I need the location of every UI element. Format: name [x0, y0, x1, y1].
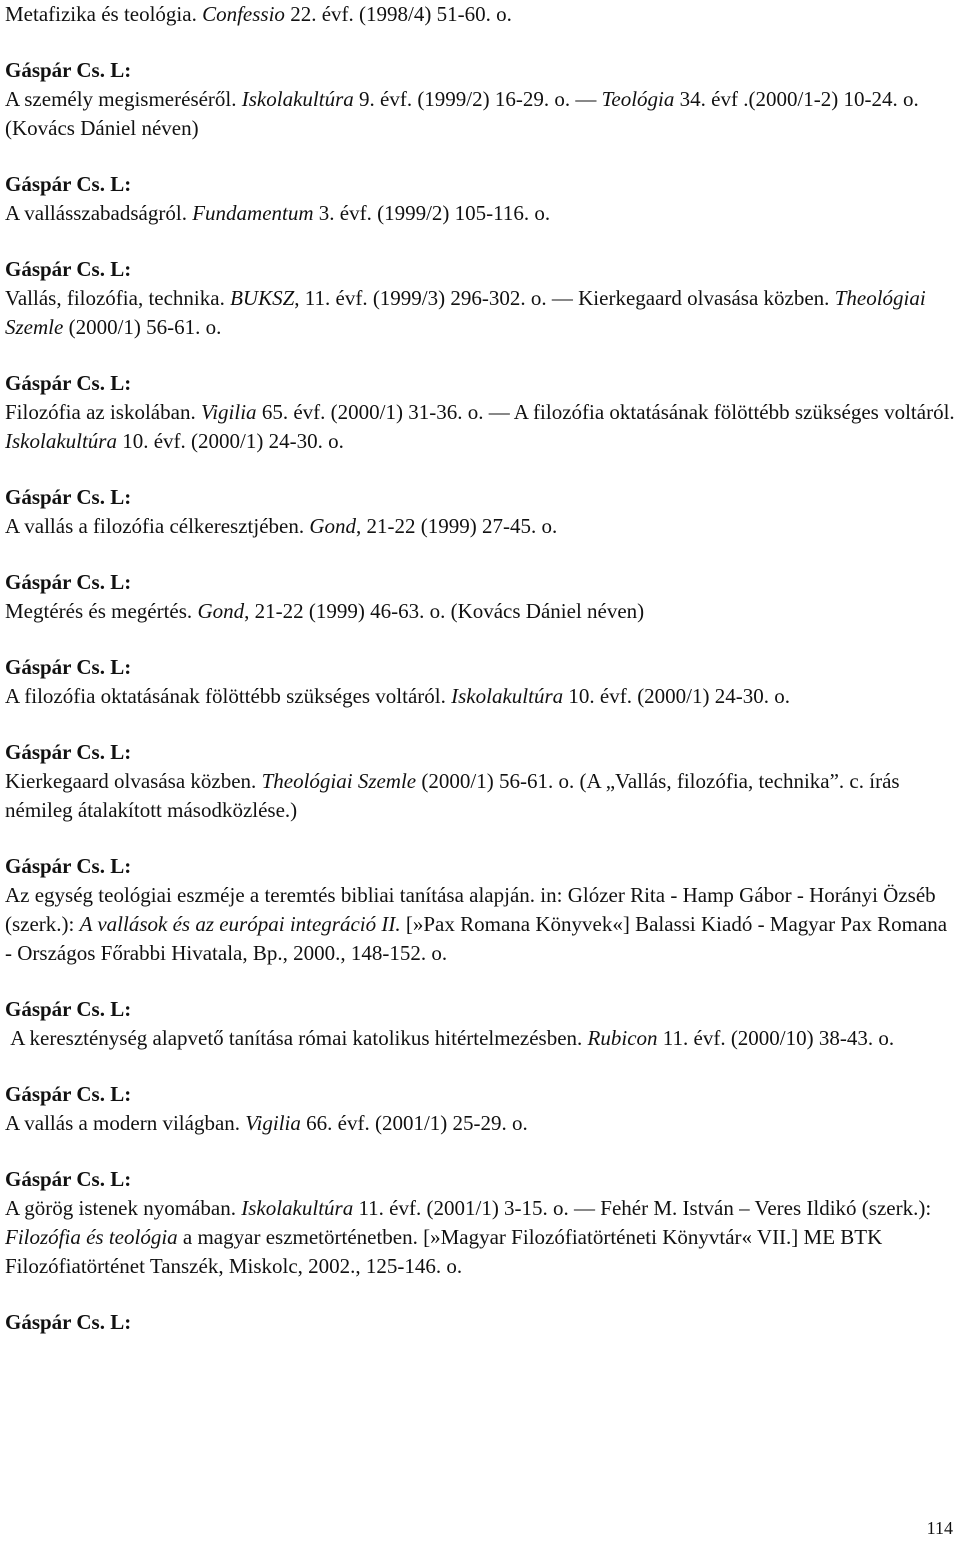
- bibliography-entry: [5, 568, 955, 626]
- document-page: [5, 0, 960, 1337]
- citation-text: 9. évf. (1999/2) 16-29. o. —: [353, 87, 602, 111]
- citation-text: 65. évf. (2000/1) 31-36. o. — A filozófia oktatásának fölöttébb szükséges voltáról.: [256, 400, 960, 424]
- citation-text: Az egység teológiai eszméje a teremtés bibliai tanítása alapján. in: Glózer Rita - Hamp Gábor - Horányi Özséb (szerk.):: [5, 883, 941, 936]
- entry-citation: [5, 512, 955, 541]
- bibliography-entry: [5, 1080, 955, 1138]
- italic-title: Fundamentum: [192, 201, 314, 225]
- citation-text: , 21-22 (1999) 27-45. o.: [356, 514, 558, 538]
- citation-text: 22. évf. (1998/4) 51-60. o.: [284, 2, 512, 26]
- entry-citation: [5, 85, 955, 143]
- citation-text: 11. évf. (2000/10) 38-43. o.: [657, 1026, 895, 1050]
- bibliography-entry: [5, 995, 955, 1053]
- italic-title: Rubicon: [587, 1026, 658, 1050]
- entry-citation: [5, 1109, 955, 1138]
- italic-title: A vallások és az európai integráció II.: [79, 912, 401, 936]
- citation-text: Kierkegaard olvasása közben.: [5, 769, 262, 793]
- citation-text: , 21-22 (1999) 46-63. o. (Kovács Dániel néven): [244, 599, 645, 623]
- bibliography-entry: [5, 170, 955, 228]
- bibliography-entry: [5, 56, 955, 143]
- italic-title: Gond: [309, 514, 357, 538]
- citation-text: 10. évf. (2000/1) 24-30. o.: [563, 684, 791, 708]
- entry-author: Gáspár Cs. L:: [5, 172, 132, 196]
- entry-author: Gáspár Cs. L:: [5, 371, 132, 395]
- citation-text: 10. évf. (2000/1) 24-30. o.: [116, 429, 344, 453]
- entry-author: Gáspár Cs. L:: [5, 1082, 132, 1106]
- citation-text: Megtérés és megértés.: [5, 599, 198, 623]
- italic-title: Filozófia és teológia: [5, 1225, 178, 1249]
- bibliography-entry: [5, 852, 955, 968]
- citation-text: 34. évf .(2000/1-2) 10-24. o. (Kovács Dániel néven): [5, 87, 925, 140]
- bibliography-entry: [5, 738, 955, 825]
- entry-citation: [5, 1194, 955, 1281]
- bibliography-entry: [5, 483, 955, 541]
- citation-text: A görög istenek nyomában.: [5, 1196, 242, 1220]
- entry-citation: [5, 597, 955, 626]
- italic-title: Vigilia: [245, 1111, 301, 1135]
- entry-author: Gáspár Cs. L:: [5, 854, 132, 878]
- entry-author: Gáspár Cs. L:: [5, 570, 132, 594]
- entry-author: Gáspár Cs. L:: [5, 257, 132, 281]
- citation-text: , 11. évf. (1999/3) 296-302. o. — Kierkegaard olvasása közben.: [294, 286, 835, 310]
- citation-text: Metafizika és teológia.: [5, 2, 203, 26]
- citation-text: A személy megismeréséről.: [5, 87, 242, 111]
- citation-text: Filozófia az iskolában.: [5, 400, 201, 424]
- citation-text: A kereszténység alapvető tanítása római katolikus hitértelmezésben.: [5, 1026, 588, 1050]
- bibliography-entry: [5, 653, 955, 711]
- citation-text: (2000/1) 56-61. o.: [63, 315, 222, 339]
- citation-text: (2000/1) 56-61. o. (A „Vallás, filozófia, technika”. c. írás némileg átalakított másodközlése.): [5, 769, 905, 822]
- entry-citation: [5, 881, 955, 968]
- citation-text: 3. évf. (1999/2) 105-116. o.: [313, 201, 551, 225]
- italic-title: Iskolakultúra: [241, 87, 354, 111]
- italic-title: Teológia: [601, 87, 675, 111]
- italic-title: Iskolakultúra: [451, 684, 564, 708]
- italic-title: Iskolakultúra: [241, 1196, 354, 1220]
- entry-citation: [5, 199, 955, 228]
- italic-title: Confessio: [202, 2, 285, 26]
- entry-author: Gáspár Cs. L:: [5, 997, 132, 1021]
- bibliography-entry: [5, 255, 955, 342]
- entry-author: Gáspár Cs. L:: [5, 655, 132, 679]
- bibliography-list: [5, 56, 960, 1337]
- entry-citation: [5, 767, 955, 825]
- citation-text: A vallás a modern világban.: [5, 1111, 246, 1135]
- entry-author: Gáspár Cs. L:: [5, 1167, 132, 1191]
- citation-text: 11. évf. (2001/1) 3-15. o. — Fehér M. István – Veres Ildikó (szerk.):: [353, 1196, 937, 1220]
- italic-title: Theológiai Szemle: [261, 769, 417, 793]
- entry-citation: [5, 284, 955, 342]
- citation-text: A vallásszabadságról.: [5, 201, 193, 225]
- entry-author: Gáspár Cs. L:: [5, 1310, 132, 1334]
- citation-text: A filozófia oktatásának fölöttébb szükséges voltáról.: [5, 684, 452, 708]
- page-number: 114: [926, 1518, 953, 1538]
- citation-text: Vallás, filozófia, technika.: [5, 286, 231, 310]
- entry-citation: [5, 682, 955, 711]
- italic-title: Theológiai Szemle: [5, 286, 931, 339]
- italic-title: Iskolakultúra: [5, 429, 117, 453]
- entry-citation: [5, 398, 960, 456]
- intro-line: [5, 0, 955, 29]
- citation-text: a magyar eszmetörténetben. [»Magyar Filozófiatörténeti Könyvtár« VII.] ME BTK Filozófiatörténet Tanszék, Miskolc, 2002., 125-146. o.: [5, 1225, 888, 1278]
- italic-title: BUKSZ: [230, 286, 295, 310]
- italic-title: Gond: [197, 599, 245, 623]
- citation-text: A vallás a filozófia célkeresztjében.: [5, 514, 310, 538]
- entry-author: Gáspár Cs. L:: [5, 485, 132, 509]
- entry-citation: [5, 1024, 955, 1053]
- bibliography-entry: [5, 369, 960, 456]
- bibliography-entry: [5, 1165, 955, 1281]
- citation-text: [»Pax Romana Könyvek«] Balassi Kiadó - Magyar Pax Romana - Országos Főrabbi Hivatala, Bp., 2000., 148-152. o.: [5, 912, 953, 965]
- bibliography-entry: [5, 1308, 955, 1337]
- entry-author: Gáspár Cs. L:: [5, 58, 132, 82]
- entry-author: Gáspár Cs. L:: [5, 740, 132, 764]
- italic-title: Vigilia: [200, 400, 257, 424]
- citation-text: 66. évf. (2001/1) 25-29. o.: [300, 1111, 528, 1135]
